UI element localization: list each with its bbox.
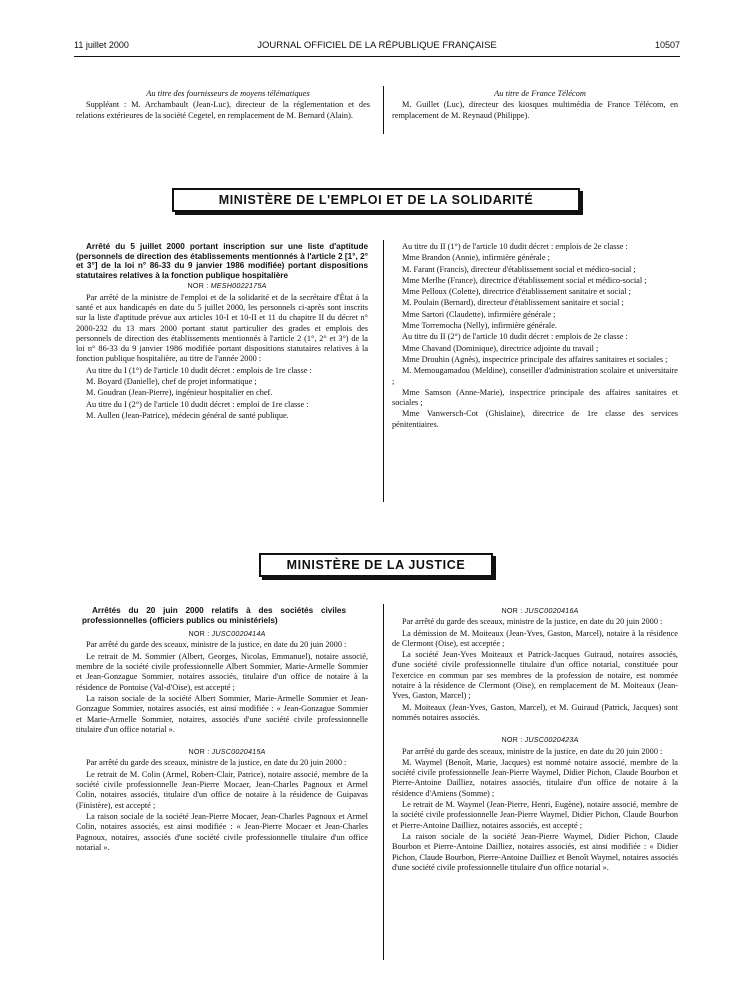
ministry-heading-justice: MINISTÈRE DE LA JUSTICE [259, 553, 493, 577]
justice-left-column [76, 606, 368, 854]
decree-paragraph: La raison sociale de la société Jean-Pierre Waymel, Didier Pichon, Claude Bourbon et Pierre-Antoine Dailliez, notaires associés, est ainsi modifiée : « Didier Pichon, Claude Bourbon, Pierre-Antoine Dailliez et Benoît Waymel, notaires associés d'une société civile professionnelle titulaire d'un office notarial ». [392, 831, 678, 872]
arrete1-paragraph: Au titre du I (1°) de l'article 10 dudit décret : emplois de 1re classe : [86, 365, 312, 375]
decree-paragraph: M. Waymel (Benoît, Marie, Jacques) est nommé notaire associé, membre de la société civile professionnelle Jean-Pierre Waymel, Didier Pichon, Claude Bourbon et Pierre-Antoine Dailliez, notaires associés, titulaire d'un office de notaire à la résidence d'Amiens (Somme) ; [392, 757, 678, 798]
decree-paragraph: Le retrait de M. Waymel (Jean-Pierre, Henri, Eugène), notaire associé, membre de la société civile professionnelle Jean-Pierre Waymel, Didier Pichon, Claude Bourbon et Pierre-Antoine Dailliez, notaires associés, est accepté ; [392, 800, 678, 830]
top-right-column [392, 89, 678, 122]
arrete1-paragraph: Mme Sartori (Claudette), infirmière générale ; [402, 309, 556, 319]
arrete1-paragraph: Mme Samson (Anne-Marie), inspectrice principale des affaires sanitaires et sociales ; [392, 387, 678, 408]
nor-reference: JUSC0020414A [211, 629, 266, 639]
column-divider [383, 240, 384, 502]
arrete1-right-column [392, 242, 678, 431]
decree-paragraph: Par arrêté du garde des sceaux, ministre de la justice, en date du 20 juin 2000 : [402, 746, 663, 756]
arrete1-paragraph: Mme Vanwersch-Cot (Ghislaine), directrice de 1re classe des services pénitentiaires. [392, 409, 678, 429]
decree-paragraph: La démission de M. Moiteaux (Jean-Yves, Gaston, Marcel), notaire à la résidence de Clermont (Oise), est acceptée ; [392, 628, 678, 648]
column-divider [383, 604, 384, 960]
arrete1-paragraph: Au titre du II (1°) de l'article 10 dudit décret : emplois de 2e classe : [402, 242, 628, 251]
arrete1-paragraph: M. Farant (Francis), directeur d'établissement social et médico-social ; [402, 264, 636, 274]
decree-paragraph: Par arrêté du garde des sceaux, ministre de la justice, en date du 20 juin 2000 : [402, 617, 663, 627]
decree-block [76, 629, 368, 735]
decree-paragraph: Le retrait de M. Sommier (Albert, Georges, Nicolas, Emmanuel), notaire associé, membre de la société civile professionnelle Albert Sommier, Marie-Armelle Sommier et Jean-Gonzague Sommier, notaires associés, titulaire d'un office de notaire à la résidence de Pontoise (Val-d'Oise), est accepté ; [76, 651, 368, 692]
ministry-heading-emploi: MINISTÈRE DE L'EMPLOI ET DE LA SOLIDARITÉ [172, 188, 580, 212]
nor-line [392, 606, 678, 616]
arrete1-paragraph: Mme Brandon (Annie), infirmière générale ; [402, 253, 550, 263]
column-divider [383, 86, 384, 134]
decree-block [392, 606, 678, 723]
nor-line [76, 747, 368, 757]
nor-label: NOR : [188, 747, 210, 757]
decree-paragraph: Par arrêté du garde des sceaux, ministre de la justice, en date du 20 juin 2000 : [86, 640, 347, 650]
arrete1-paragraph: Mme Torremocha (Nelly), infirmière générale. [402, 321, 557, 331]
decree-block [76, 747, 368, 853]
arrete1-paragraph: Mme Merlhe (France), directrice d'établissement social et médico-social ; [402, 275, 647, 285]
justice-right-column [392, 606, 678, 874]
arrete1-paragraph: Mme Pelloux (Colette), directrice d'établissement sanitaire et social ; [402, 287, 631, 297]
nor-label: NOR : [187, 281, 209, 291]
decree-paragraph: La raison sociale de la société Jean-Pierre Mocaer, Jean-Charles Pagnoux et Armel Colin, notaires associés, est ainsi modifiée : « Jean-Pierre Mocaer et Jean-Charles Pagnoux, notaires, associés d'une société civile professionnelle titulaire d'un office notarial ». [76, 811, 368, 852]
nor-reference: MESH0022175A [210, 281, 267, 291]
page-header [74, 40, 680, 54]
arrete1-paragraph: M. Memougamadou (Meldine), conseiller d'administration scolaire et universitaire ; [392, 366, 678, 386]
arrete1-title: Arrêté du 5 juillet 2000 portant inscription sur une liste d'aptitude (personnels de direction des établissements mentionnés à l'article 2 [1°, 2° et 3°] de la loi n° 86-33 du 9 janvier 1986 modifiée) portant dispositions statutaires relatives à la fonction publique hospitalière [76, 242, 368, 280]
justice-title: Arrêtés du 20 juin 2000 relatifs à des sociétés civiles professionnelles (officiers publics ou ministériels) [82, 606, 346, 625]
decree-block [392, 735, 678, 873]
nor-reference: JUSC0020423A [524, 735, 579, 745]
arrete1-paragraph: Par arrêté de la ministre de l'emploi et de la solidarité et de la secrétaire d'État à la santé et aux handicapés en date du 5 juillet 2000, les personnels ci-après sont inscrits sur la liste d'aptitude prévue aux articles 10-I et 10-II et 11 du chapitre II du décret n° 2000-232 du 13 mars 2000 portant statut particulier des grades et emplois des personnels de direction des établissements mentionnés à l'article 2 (1°, 2° et 3°) de la loi n° 86-33 du 9 janvier 1986 modifiée portant dispositions statutaires relatives à la fonction publique hospitalière, au titre de l'année 2000 : [76, 292, 368, 364]
header-journal-title: JOURNAL OFFICIEL DE LA RÉPUBLIQUE FRANÇAISE [257, 40, 497, 51]
arrete1-paragraph: M. Boyard (Danielle), chef de projet informatique ; [86, 377, 257, 387]
nor-label: NOR : [501, 735, 523, 745]
arrete1-paragraph: M. Aullen (Jean-Patrice), médecin général de santé publique. [86, 410, 289, 420]
decree-paragraph: La société Jean-Yves Moiteaux et Patrick-Jacques Guiraud, notaires associés, d'une société civile professionnelle titulaire d'un office notarial, constituée pour l'exercice en commun par ses membres de la profession de notaire, est nommée notaire à la résidence de Clermont (Oise), en remplacement de M. Moiteaux (Jean-Yves, Gaston, Marcel) ; [392, 650, 678, 701]
arrete1-paragraph: Au titre du II (2°) de l'article 10 dudit décret : emplois de 2e classe : [402, 332, 628, 342]
header-rule [74, 56, 680, 57]
arrete1-left-column [76, 242, 368, 422]
arrete1-nor [76, 281, 368, 291]
nor-label: NOR : [188, 629, 210, 639]
arrete1-paragraph: M. Goudran (Jean-Pierre), ingénieur hospitalier en chef. [86, 388, 273, 398]
top-left-column [76, 89, 370, 122]
decree-paragraph: Le retrait de M. Colin (Armel, Robert-Clair, Patrice), notaire associé, membre de la société civile professionnelle Jean-Pierre Mocaer, Jean-Charles Pagnoux et Armel Colin, notaires associés, titulaire d'un office de notaire à la résidence de Guipavas (Finistère), est accepté ; [76, 769, 368, 810]
nor-line [76, 629, 368, 639]
arrete1-paragraph: M. Poulain (Bernard), directeur d'établissement sanitaire et social ; [402, 298, 624, 308]
header-date: 11 juillet 2000 [74, 40, 129, 50]
decree-paragraph: M. Moiteaux (Jean-Yves, Gaston, Marcel), et M. Guiraud (Patrick, Jacques) sont nommés notaires associés. [392, 702, 678, 722]
arrete1-paragraph: Au titre du I (2°) de l'article 10 dudit décret : emploi de 1re classe : [86, 399, 309, 409]
arrete1-paragraph: Mme Chavand (Dominique), directrice adjointe du travail ; [402, 343, 599, 353]
top-left-heading: Au titre des fournisseurs de moyens télématiques [146, 89, 310, 98]
nor-reference: JUSC0020416A [524, 606, 579, 615]
nor-line [392, 735, 678, 745]
top-left-text: Suppléant : M. Archambault (Jean-Luc), directeur de la réglementation et des relations extérieures de la société Cegetel, en remplacement de M. Bernard (Alain). [76, 100, 370, 120]
nor-label: NOR : [501, 606, 523, 615]
top-right-text: M. Guillet (Luc), directeur des kiosques multimédia de France Télécom, en remplacement de M. Reynaud (Philippe). [392, 100, 678, 120]
decree-paragraph: La raison sociale de la société Albert Sommier, Marie-Armelle Sommier et Jean-Gonzague Sommier, notaires associés, est ainsi modifiée : « Jean-Gonzague Sommier et Marie-Armelle Sommier, notaires, associés d'une société civile professionnelle titulaire d'un office notarial ». [76, 693, 368, 734]
nor-reference: JUSC0020415A [211, 747, 266, 757]
header-page-number: 10507 [654, 40, 680, 50]
top-right-heading: Au titre de France Télécom [494, 89, 586, 98]
arrete1-paragraph: Mme Drouhin (Agnès), inspectrice principale des affaires sanitaires et sociales ; [402, 354, 668, 364]
decree-paragraph: Par arrêté du garde des sceaux, ministre de la justice, en date du 20 juin 2000 : [86, 758, 347, 768]
